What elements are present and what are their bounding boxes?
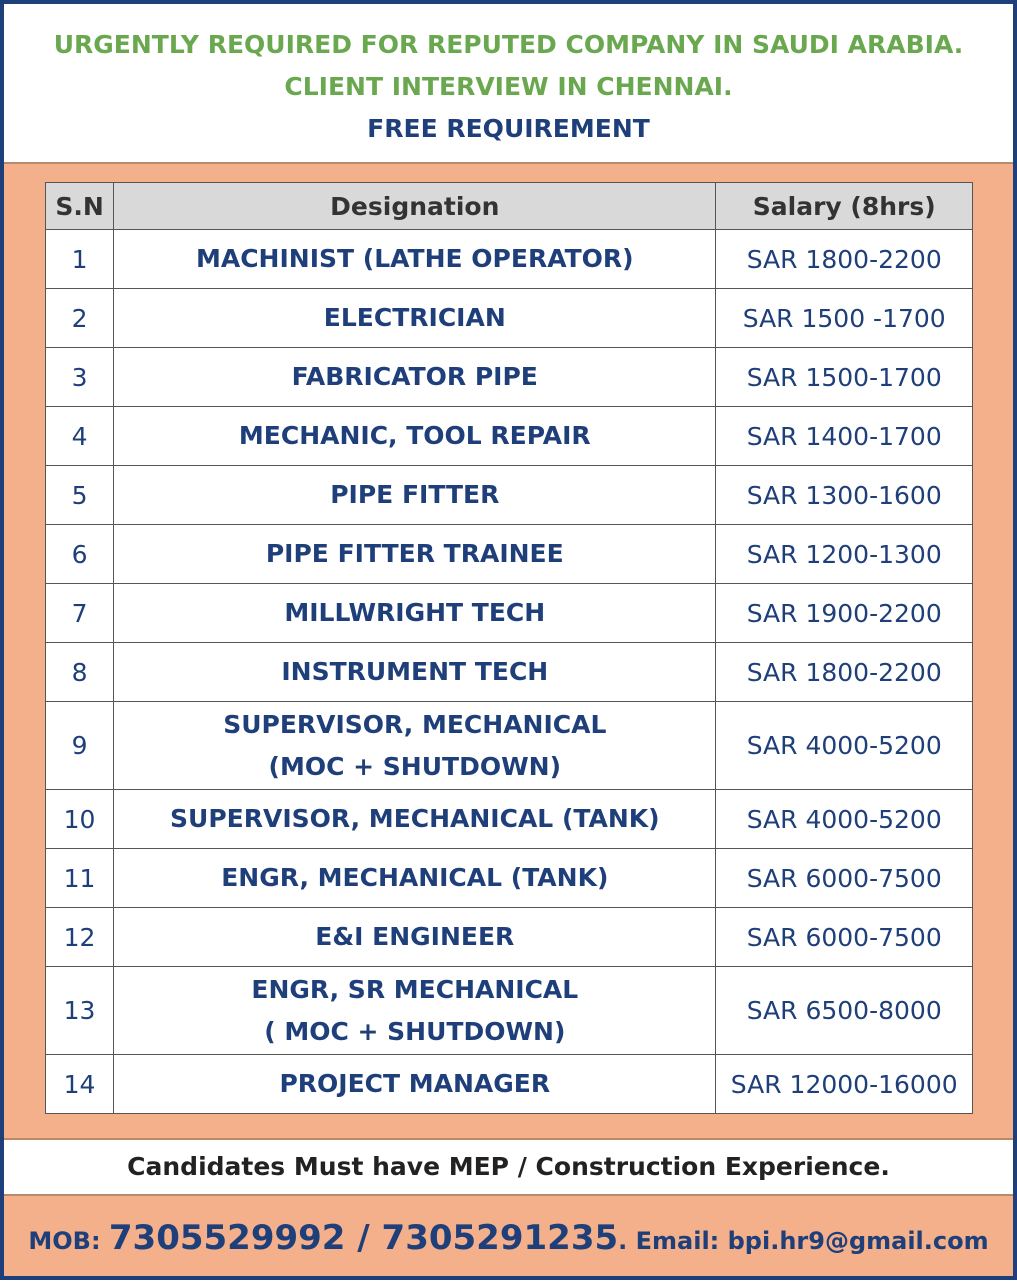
row-serial-number: 11 [46, 849, 114, 908]
row-serial-number: 1 [46, 230, 114, 289]
row-designation [114, 643, 716, 702]
row-salary: SAR 4000-5200 [716, 702, 973, 790]
table-row [46, 643, 973, 702]
row-serial-number: 7 [46, 584, 114, 643]
table-row [46, 790, 973, 849]
designation-line: E&I ENGINEER [315, 922, 515, 951]
email-address: bpi.hr9@gmail.com [727, 1227, 989, 1255]
row-salary: SAR 1900-2200 [716, 584, 973, 643]
row-salary: SAR 1800-2200 [716, 643, 973, 702]
table-row [46, 967, 973, 1055]
row-salary: SAR 1500 -1700 [716, 289, 973, 348]
row-serial-number: 8 [46, 643, 114, 702]
row-salary: SAR 1800-2200 [716, 230, 973, 289]
jobs-table [45, 182, 973, 1114]
row-serial-number: 2 [46, 289, 114, 348]
table-row [46, 1055, 973, 1114]
row-designation [114, 525, 716, 584]
row-salary: SAR 6000-7500 [716, 849, 973, 908]
designation-line: MACHINIST (LATHE OPERATOR) [195, 244, 634, 273]
designation-line: ELECTRICIAN [323, 303, 506, 332]
row-serial-number: 14 [46, 1055, 114, 1114]
column-header-sn: S.N [46, 183, 114, 230]
mobile-label: MOB: [28, 1227, 109, 1255]
table-row [46, 849, 973, 908]
row-serial-number: 3 [46, 348, 114, 407]
headline-interview: CLIENT INTERVIEW IN CHENNAI. [284, 72, 733, 101]
row-designation [114, 230, 716, 289]
row-designation [114, 967, 716, 1055]
row-designation [114, 702, 716, 790]
row-designation [114, 849, 716, 908]
row-designation [114, 407, 716, 466]
designation-line: INSTRUMENT TECH [281, 657, 549, 686]
row-designation [114, 790, 716, 849]
row-serial-number: 13 [46, 967, 114, 1055]
row-salary: SAR 4000-5200 [716, 790, 973, 849]
table-row [46, 407, 973, 466]
table-row [46, 584, 973, 643]
row-serial-number: 9 [46, 702, 114, 790]
row-serial-number: 4 [46, 407, 114, 466]
header [4, 4, 1013, 164]
row-designation [114, 289, 716, 348]
contact-line [4, 1200, 1013, 1276]
column-header-salary: Salary (8hrs) [716, 183, 973, 230]
table-row [46, 230, 973, 289]
designation-line: ENGR, MECHANICAL (TANK) [221, 863, 609, 892]
table-header-row [46, 183, 973, 230]
row-serial-number: 12 [46, 908, 114, 967]
row-designation [114, 584, 716, 643]
designation-line: (MOC + SHUTDOWN) [268, 751, 562, 781]
row-salary: SAR 12000-16000 [716, 1055, 973, 1114]
column-header-designation: Designation [114, 183, 716, 230]
row-serial-number: 6 [46, 525, 114, 584]
table-row [46, 702, 973, 790]
row-salary: SAR 1400-1700 [716, 407, 973, 466]
designation-line: ENGR, SR MECHANICAL [251, 974, 579, 1004]
table-row [46, 289, 973, 348]
table-row [46, 908, 973, 967]
row-salary: SAR 6500-8000 [716, 967, 973, 1055]
table-row [46, 525, 973, 584]
row-designation [114, 1055, 716, 1114]
mobile-numbers: 7305529992 / 7305291235 [108, 1218, 619, 1258]
row-designation [114, 908, 716, 967]
row-serial-number: 10 [46, 790, 114, 849]
row-salary: SAR 6000-7500 [716, 908, 973, 967]
headline-urgent: URGENTLY REQUIRED FOR REPUTED COMPANY IN SAUDI ARABIA. [53, 30, 964, 59]
row-serial-number: 5 [46, 466, 114, 525]
table-body [46, 230, 973, 1114]
table-row [46, 466, 973, 525]
row-salary: SAR 1200-1300 [716, 525, 973, 584]
row-designation [114, 466, 716, 525]
designation-line: FABRICATOR PIPE [291, 362, 538, 391]
designation-line: SUPERVISOR, MECHANICAL (TANK) [170, 804, 660, 833]
designation-line: ( MOC + SHUTDOWN) [264, 1016, 566, 1046]
designation-line: PIPE FITTER [330, 480, 500, 509]
row-salary: SAR 1300-1600 [716, 466, 973, 525]
experience-note: Candidates Must have MEP / Construction Experience. [4, 1138, 1013, 1196]
designation-line: MILLWRIGHT TECH [284, 598, 546, 627]
headline-free: FREE REQUIREMENT [367, 114, 650, 143]
email-label: . Email: [618, 1227, 728, 1255]
designation-line: PIPE FITTER TRAINEE [265, 539, 564, 568]
designation-line: MECHANIC, TOOL REPAIR [238, 421, 591, 450]
row-designation [114, 348, 716, 407]
table-row [46, 348, 973, 407]
designation-line: PROJECT MANAGER [279, 1069, 551, 1098]
designation-line: SUPERVISOR, MECHANICAL [223, 709, 607, 739]
row-salary: SAR 1500-1700 [716, 348, 973, 407]
